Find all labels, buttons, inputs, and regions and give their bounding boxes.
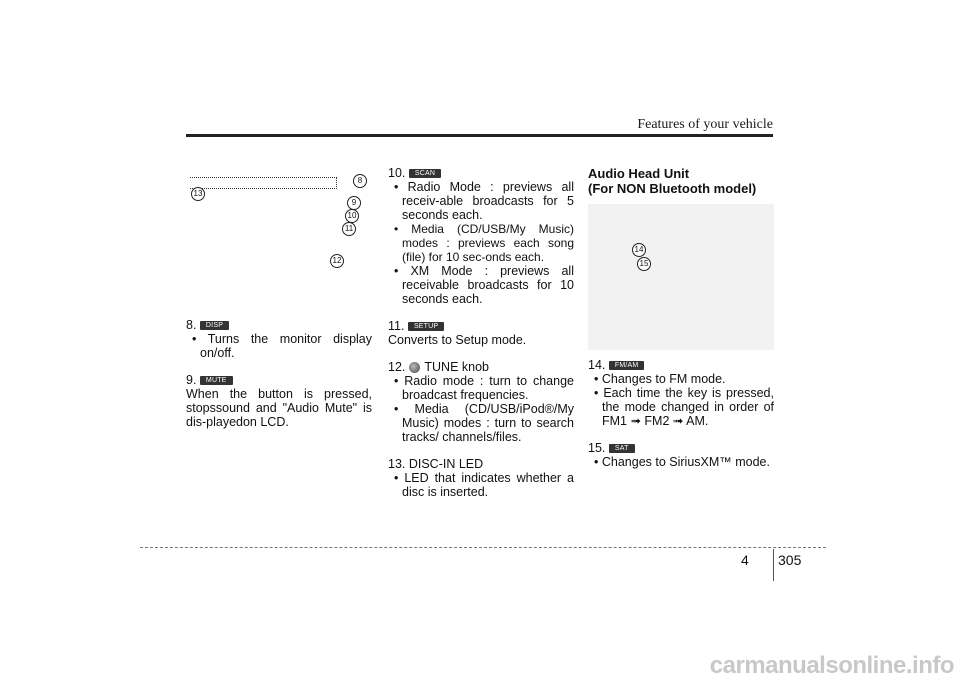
item-9-text: When the button is pressed, stopssound and "Audio Mute" is dis-playedon LCD. bbox=[186, 387, 372, 429]
column-3-items bbox=[588, 358, 774, 469]
item-11-number: 11. bbox=[388, 319, 405, 333]
setup-button-icon: SETUP bbox=[408, 322, 444, 331]
item-14-number: 14. bbox=[588, 358, 606, 372]
footer-divider bbox=[773, 549, 774, 581]
item-8-bullet: • Turns the monitor display on/off. bbox=[186, 332, 372, 360]
item-15-bullet: • Changes to SiriusXM™ mode. bbox=[588, 455, 774, 469]
section-heading-line-1: Audio Head Unit bbox=[588, 166, 690, 181]
item-12-bullet-1: • Radio mode : turn to change broadcast frequencies. bbox=[388, 374, 574, 402]
callout-9: 9 bbox=[347, 196, 361, 210]
item-10-number: 10. bbox=[388, 166, 406, 180]
header-title: Features of your vehicle bbox=[637, 117, 773, 132]
item-12-number: 12. bbox=[388, 360, 406, 374]
callout-11: 11 bbox=[342, 222, 356, 236]
item-13-bullet: • LED that indicates whether a disc is inserted. bbox=[388, 471, 574, 499]
watermark: carmanualsonline.info bbox=[709, 652, 954, 679]
item-12-bullet-2: • Media (CD/USB/iPod®/My Music) modes : turn to search tracks/ channels/files. bbox=[388, 402, 574, 444]
scan-button-icon: SCAN bbox=[409, 169, 441, 178]
callout-8: 8 bbox=[353, 174, 367, 188]
column-3 bbox=[588, 166, 774, 196]
column-2 bbox=[388, 166, 574, 499]
item-12-label: TUNE knob bbox=[424, 360, 489, 374]
callout-10: 10 bbox=[345, 209, 359, 223]
callout-14: 14 bbox=[632, 243, 646, 257]
tune-knob-icon bbox=[409, 362, 420, 373]
callout-12: 12 bbox=[330, 254, 344, 268]
disp-button-icon: DISP bbox=[200, 321, 229, 330]
callout-13: 13 bbox=[191, 187, 205, 201]
item-15-number: 15. bbox=[588, 441, 606, 455]
item-10-bullet-2: • Media (CD/USB/My Music) modes : previews each song (file) for 10 sec-onds each. bbox=[388, 222, 574, 264]
item-13-title: 13. DISC-IN LED bbox=[388, 457, 484, 471]
item-14-bullet-1: • Changes to FM mode. bbox=[588, 372, 774, 386]
callout-15: 15 bbox=[637, 257, 651, 271]
page-number: 305 bbox=[778, 552, 802, 568]
item-14-bullet-2: • Each time the key is pressed, the mode changed in order of FM1 ➟ FM2 ➟ AM. bbox=[588, 386, 774, 428]
sat-button-icon: SAT bbox=[609, 444, 635, 453]
header-rule bbox=[186, 134, 773, 137]
column-1 bbox=[186, 318, 372, 429]
item-9-number: 9. bbox=[186, 373, 197, 387]
figure-right bbox=[588, 204, 774, 350]
item-11-text: Converts to Setup mode. bbox=[388, 333, 527, 347]
footer-rule bbox=[140, 547, 826, 548]
figure-left-outline bbox=[190, 177, 337, 189]
item-10-bullet-1: • Radio Mode : previews all receiv-able broadcasts for 5 seconds each. bbox=[388, 180, 574, 222]
mute-button-icon: MUTE bbox=[200, 376, 233, 385]
chapter-number: 4 bbox=[741, 552, 749, 568]
item-8-number: 8. bbox=[186, 318, 197, 332]
fm-am-button-icon: FM/AM bbox=[609, 361, 645, 370]
item-10-bullet-3: • XM Mode : previews all receivable broadcasts for 10 seconds each. bbox=[388, 264, 574, 306]
section-heading-line-2: (For NON Bluetooth model) bbox=[588, 181, 757, 196]
